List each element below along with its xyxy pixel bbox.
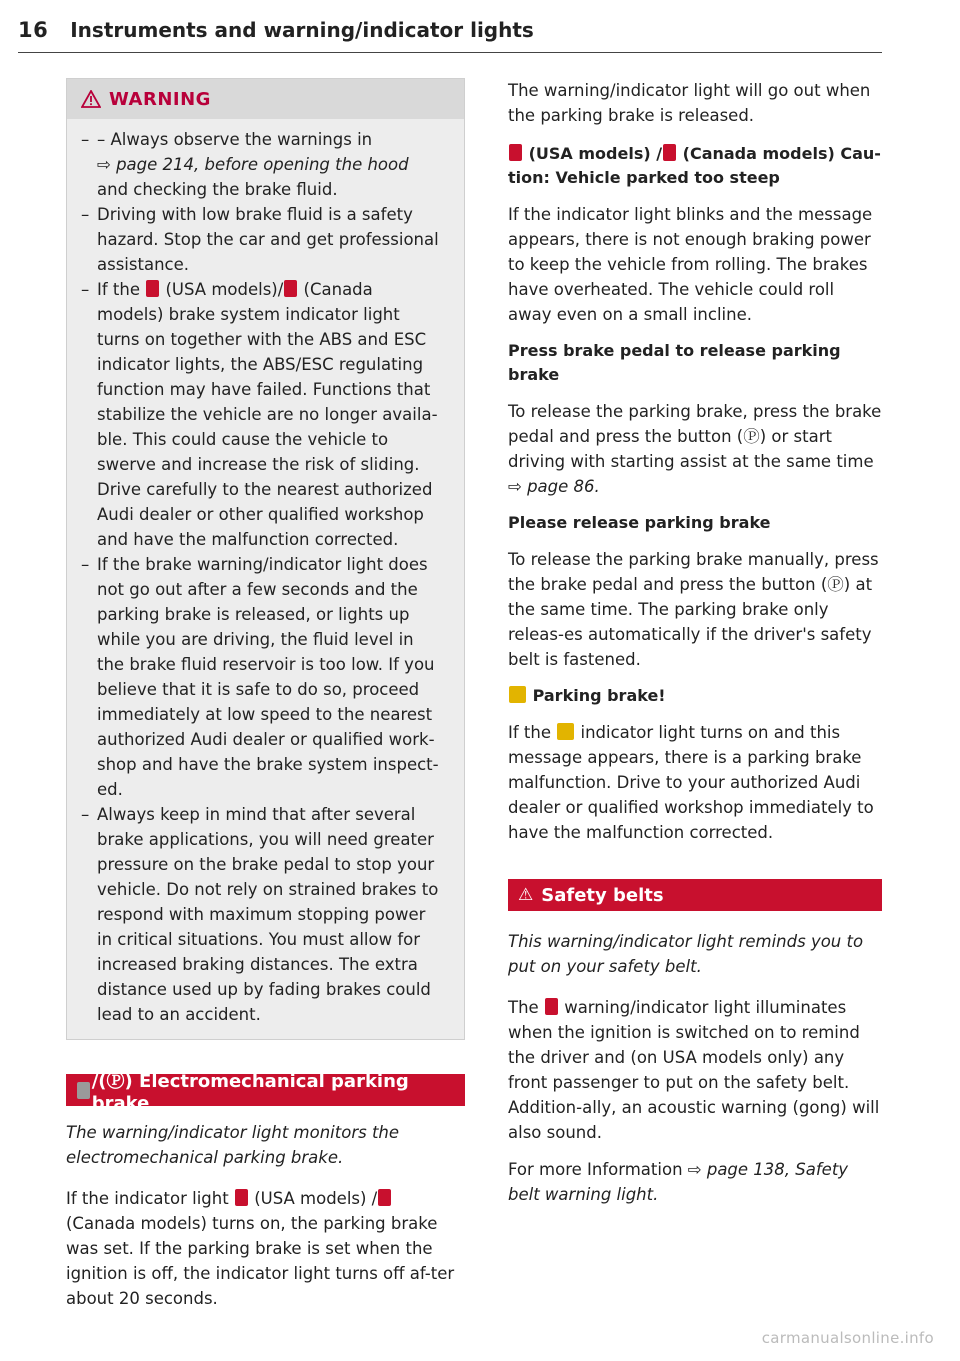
page-title: Instruments and warning/indicator lights bbox=[70, 18, 534, 42]
park-brake-icon bbox=[77, 1082, 90, 1099]
seat-belt-indicator-icon bbox=[545, 998, 558, 1015]
warning-item: – If the (USA models)/ (Canada models) brake system indicator light turns on together with the ABS and ESC indicator lights, the ABS/ESC regulating function may have failed. Functions that stabilize the vehicle are no longer availa- ble. This could cause the vehicle to swerve and increase the risk of sliding. Drive carefully to the nearest authorized Audi dealer or other qualified workshop and have the malfunction corrected. bbox=[81, 277, 450, 552]
parking-brake-paragraph: If the indicator light (USA models) / (Canada models) turns on, the parking brake was set. If the parking brake is set when the ignition is off, the indicator light turns off af-ter about 20 seconds. bbox=[66, 1189, 455, 1308]
brake-usa-indicator-icon bbox=[146, 280, 159, 297]
warning-item: – – Always observe the warnings in ⇨ page 214, before opening the hood and checking the brake fluid. bbox=[81, 127, 450, 202]
warning-item: – Always keep in mind that after several brake applications, you will need greater pressure on the brake pedal to stop your vehicle. Do not rely on strained brakes to respond with maximum stopping power in critical situations. You must allow for increased braking distances. The extra distance used up by fading brakes could lead to an accident. bbox=[81, 802, 450, 1027]
left-column bbox=[66, 78, 465, 1311]
parked-too-steep-heading: (USA models) / (Canada models) Cau-tion: Vehicle parked too steep bbox=[508, 144, 881, 187]
parking-brake-fault-paragraph: If the indicator light turns on and this message appears, there is a parking brake malfunction. Drive to your authorized Audi dealer or qualified workshop immediately to have the malfunction corrected. bbox=[508, 723, 874, 842]
watermark: carmanualsonline.info bbox=[761, 1329, 934, 1347]
warning-item: – If the brake warning/indicator light does not go out after a few seconds and the parking brake is released, or lights up while you are driving, the fluid level in the brake fluid reservoir is too low. If you believe that it is safe to do so, proceed immediately at low speed to the nearest authorized Audi dealer or qualified work- shop and have the brake system inspect- ed. bbox=[81, 552, 450, 802]
right-column bbox=[508, 78, 882, 1207]
parked-too-steep-paragraph: If the indicator light blinks and the message appears, there is not enough braking power to keep the vehicle from rolling. The brakes have overheated. The vehicle could roll away even on a small incline. bbox=[508, 205, 873, 324]
brake-canada-indicator-icon bbox=[284, 280, 297, 297]
page-number: 16 bbox=[18, 18, 49, 42]
safety-belts-section-title: Safety belts bbox=[541, 884, 664, 906]
park-canada-indicator-icon bbox=[663, 144, 676, 161]
parking-brake-fault-heading: Parking brake! bbox=[508, 684, 882, 708]
page-header bbox=[18, 18, 882, 53]
warning-triangle-icon bbox=[81, 90, 101, 108]
more-info-paragraph: For more Information ⇨ page 138, Safety belt warning light. bbox=[508, 1160, 849, 1204]
safety-belts-paragraph: The warning/indicator light illuminates when the ignition is switched on to remind the driver and (on USA models only) any front passenger to put on the safety belt. Addition-ally, an acoustic warning (gong) will also sound. bbox=[508, 998, 880, 1142]
safety-belts-section-header bbox=[508, 879, 882, 911]
seat-belt-icon: ⚠ bbox=[518, 885, 534, 905]
release-paragraph: The warning/indicator light will go out when the parking brake is released. bbox=[508, 81, 871, 125]
warning-list bbox=[67, 119, 464, 1039]
park-usa-indicator-icon bbox=[509, 144, 522, 161]
release-parking-brake-paragraph: To release the parking brake manually, press the brake pedal and press the button (Ⓟ) at the same time. The parking brake only releas-es automatically if the driver's safety belt is fastened. bbox=[508, 550, 879, 669]
parking-brake-fault-icon bbox=[557, 723, 574, 740]
warning-title: WARNING bbox=[109, 88, 211, 110]
release-parking-brake-heading: Please release parking brake bbox=[508, 513, 771, 532]
warning-item: – Driving with low brake fluid is a safety hazard. Stop the car and get professional assistance. bbox=[81, 202, 450, 277]
park-canada-indicator-icon bbox=[378, 1189, 391, 1206]
parking-brake-section-header bbox=[66, 1070, 465, 1114]
press-brake-paragraph: To release the parking brake, press the brake pedal and press the button (Ⓟ) or start driving with starting assist at the same time ⇨ page 86. bbox=[508, 402, 882, 496]
parking-brake-fault-icon bbox=[509, 686, 526, 703]
warning-box bbox=[66, 78, 465, 1040]
safety-belts-intro: This warning/indicator light reminds you to put on your safety belt. bbox=[508, 932, 864, 976]
warning-header bbox=[67, 79, 464, 119]
parking-brake-section-title: /(Ⓟ) Electromechanical parking brake bbox=[91, 1070, 409, 1114]
press-brake-heading: Press brake pedal to release parking brake bbox=[508, 341, 841, 384]
park-usa-indicator-icon bbox=[235, 1189, 248, 1206]
parking-brake-intro: The warning/indicator light monitors the electromechanical parking brake. bbox=[66, 1123, 400, 1167]
